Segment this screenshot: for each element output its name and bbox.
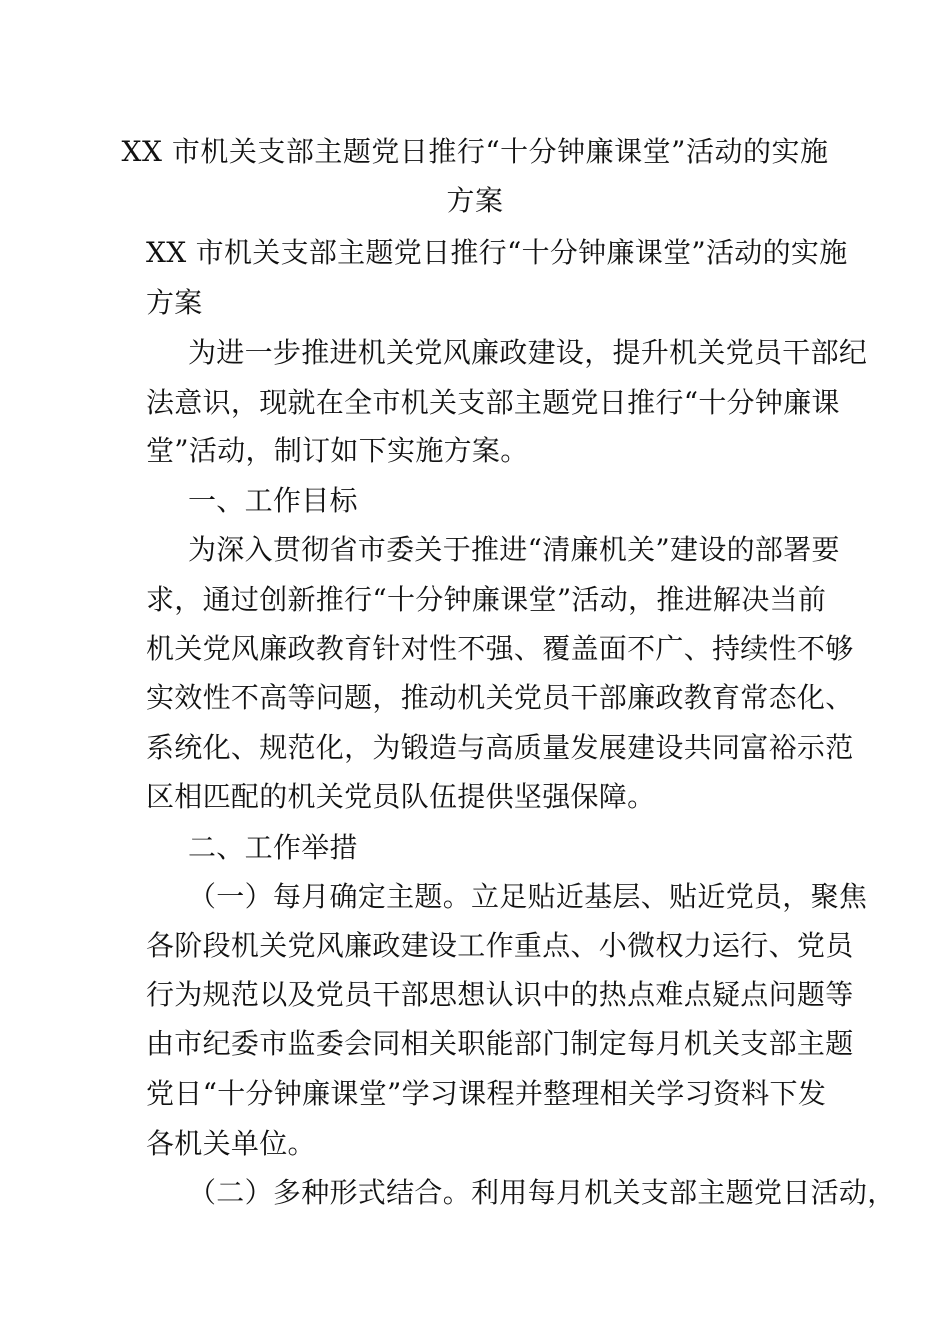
- goals-paragraph-line-4: 实效性不高等问题，推动机关党员干部廉政教育常态化、: [146, 681, 854, 714]
- document-title-line-1: XX 市机关支部主题党日推行“十分钟廉课堂”活动的实施: [121, 135, 829, 168]
- measure-1-line-6: 各机关单位。: [146, 1127, 316, 1160]
- section-heading-measures: 二、工作举措: [188, 831, 358, 864]
- measure-1-line-3: 行为规范以及党员干部思想认识中的热点难点疑点问题等: [146, 978, 854, 1011]
- goals-paragraph-line-6: 区相匹配的机关党员队伍提供坚强保障。: [146, 780, 656, 813]
- section-heading-goals: 一、工作目标: [188, 484, 358, 517]
- intro-paragraph-line-3: 堂”活动，制订如下实施方案。: [146, 434, 529, 467]
- body-heading-line-2: 方案: [146, 286, 203, 319]
- intro-paragraph-line-2: 法意识，现就在全市机关支部主题党日推行“十分钟廉课: [146, 386, 840, 419]
- body-heading-line-1: XX 市机关支部主题党日推行“十分钟廉课堂”活动的实施: [146, 236, 848, 269]
- measure-1-line-4: 由市纪委市监委会同相关职能部门制定每月机关支部主题: [146, 1027, 854, 1060]
- intro-paragraph-line-1: 为进一步推进机关党风廉政建设，提升机关党员干部纪: [188, 336, 868, 369]
- goals-paragraph-line-2: 求，通过创新推行“十分钟廉课堂”活动，推进解决当前: [146, 583, 827, 616]
- measure-1-line-1: （一）每月确定主题。立足贴近基层、贴近党员，聚焦: [188, 880, 868, 913]
- goals-paragraph-line-5: 系统化、规范化，为锻造与高质量发展建设共同富裕示范: [146, 731, 854, 764]
- goals-paragraph-line-3: 机关党风廉政教育针对性不强、覆盖面不广、持续性不够: [146, 632, 854, 665]
- measure-1-line-5: 党日“十分钟廉课堂”学习课程并整理相关学习资料下发: [146, 1077, 827, 1110]
- document-title-line-2: 方案: [446, 184, 504, 217]
- goals-paragraph-line-1: 为深入贯彻省市委关于推进“清廉机关”建设的部署要: [188, 533, 840, 566]
- measure-2-line-1: （二）多种形式结合。利用每月机关支部主题党日活动，: [188, 1176, 896, 1209]
- measure-1-line-2: 各阶段机关党风廉政建设工作重点、小微权力运行、党员: [146, 929, 854, 962]
